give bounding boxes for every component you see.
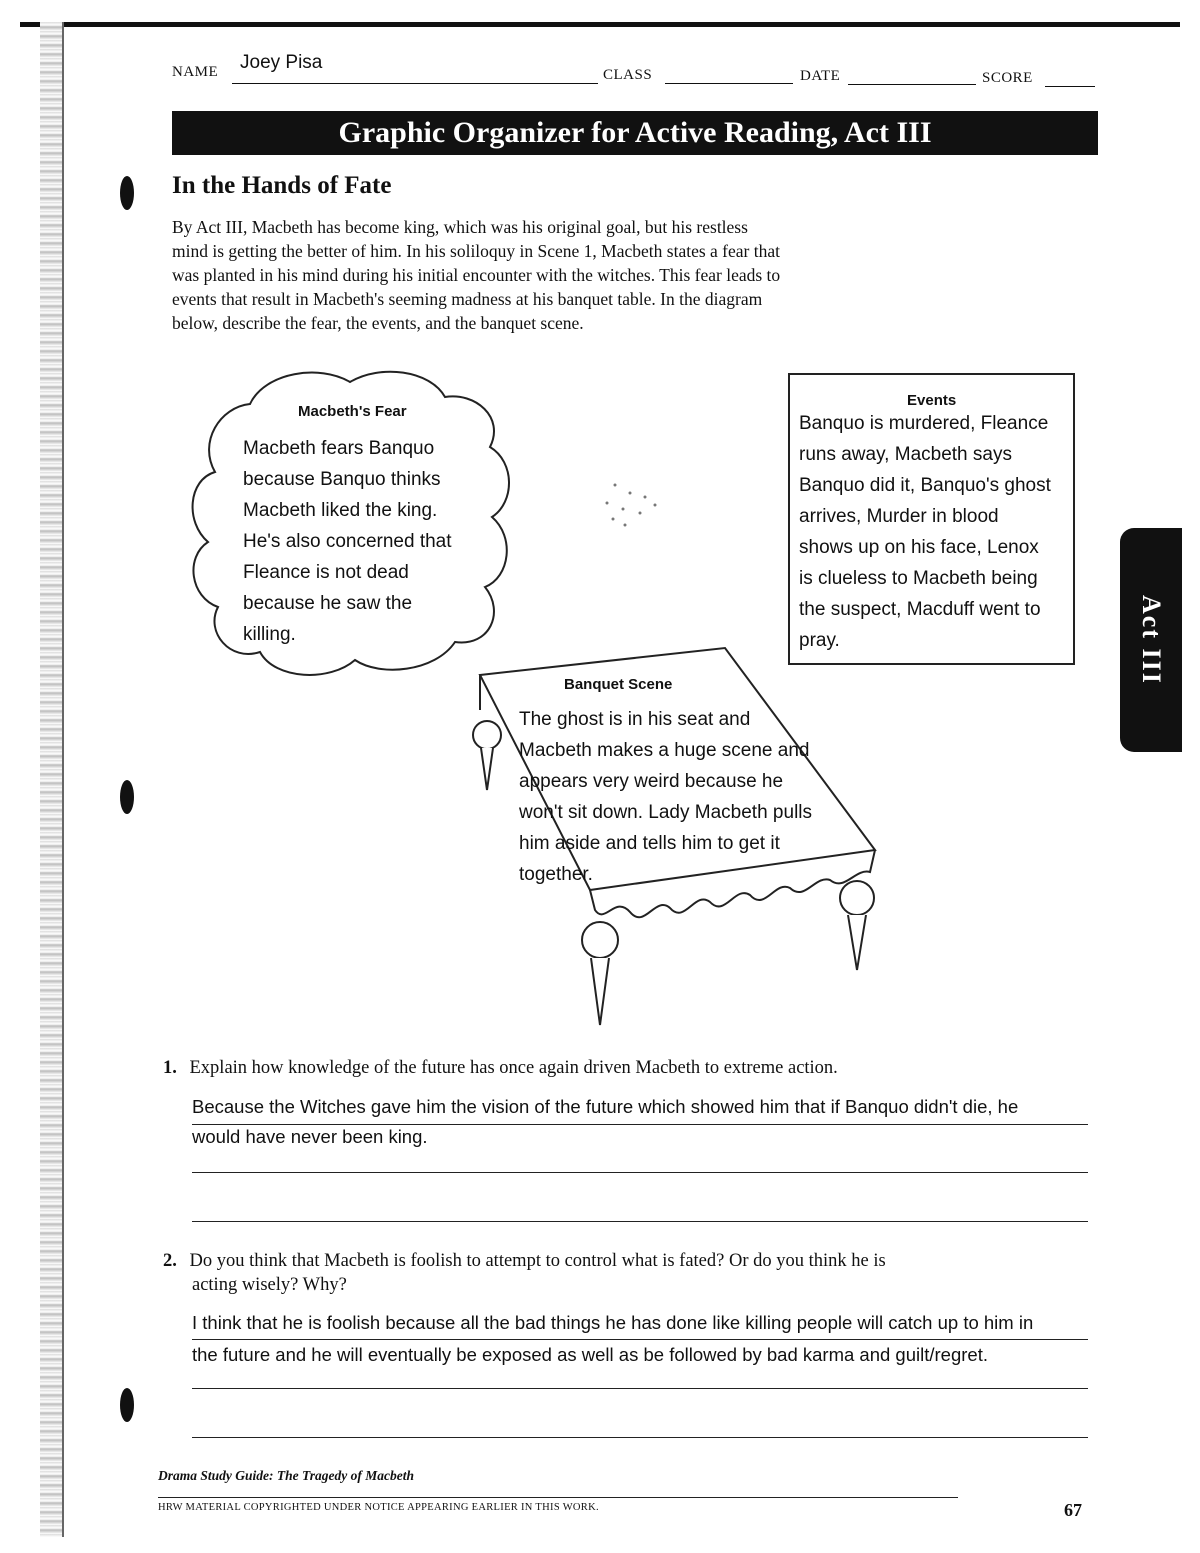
events-line: pray. [799, 630, 840, 651]
class-field[interactable] [665, 82, 793, 84]
answer-2-line-2[interactable]: the future and he will eventually be exposed as well as be followed by bad karma and guilt/regret. [192, 1344, 988, 1365]
answer-rule [192, 1124, 1088, 1125]
banquet-line: Macbeth makes a huge scene and [519, 740, 810, 761]
section-subtitle: In the Hands of Fate [172, 172, 392, 199]
events-line: runs away, Macbeth says [799, 444, 1012, 465]
question-text: acting wisely? Why? [192, 1275, 347, 1295]
intro-line: below, describe the fear, the events, and the banquet scene. [172, 313, 584, 333]
punch-hole [120, 780, 134, 814]
date-field[interactable] [848, 83, 976, 85]
intro-paragraph [172, 215, 962, 335]
intro-line: By Act III, Macbeth has become king, which was his original goal, but his restless [172, 217, 748, 237]
banquet-line: him aside and tells him to get it [519, 833, 780, 854]
page-title: Graphic Organizer for Active Reading, Act III [172, 111, 1098, 155]
name-line [232, 82, 598, 84]
question-text: Explain how knowledge of the future has once again driven Macbeth to extreme action. [189, 1058, 838, 1078]
banquet-label: Banquet Scene [564, 676, 673, 693]
page-number: 67 [1064, 1500, 1082, 1520]
fear-line: Macbeth fears Banquo [243, 438, 435, 459]
fear-line: He's also concerned that [243, 531, 452, 552]
answer-2-line-1[interactable]: I think that he is foolish because all the bad things he has done like killing people will catch up to him in [192, 1312, 1034, 1333]
fear-label: Macbeth's Fear [298, 403, 407, 420]
answer-rule [192, 1388, 1088, 1389]
banquet-answer[interactable] [519, 704, 812, 890]
events-label: Events [907, 392, 957, 409]
question-2 [163, 1249, 886, 1273]
question-text: Do you think that Macbeth is foolish to attempt to control what is fated? Or do you think he is [189, 1251, 886, 1271]
fear-answer[interactable] [243, 433, 452, 650]
answer-rule [192, 1172, 1088, 1173]
class-label: CLASS [603, 67, 653, 83]
events-line: shows up on his face, Lenox [799, 537, 1039, 558]
fear-line: because he saw the [243, 593, 413, 614]
events-answer[interactable] [799, 408, 1051, 656]
events-line: the suspect, Macduff went to [799, 599, 1041, 620]
question-number: 1. [163, 1058, 177, 1078]
answer-rule [192, 1339, 1088, 1340]
score-field[interactable] [1045, 85, 1095, 87]
side-tab-label: Act III [1137, 595, 1166, 685]
sparkle-icon [595, 475, 665, 535]
punch-hole [120, 1388, 134, 1422]
fear-line: killing. [243, 624, 296, 645]
fear-line: Fleance is not dead [243, 562, 409, 583]
banquet-line: won't sit down. Lady Macbeth pulls [519, 802, 813, 823]
intro-line: events that result in Macbeth's seeming madness at his banquet table. In the diagram [172, 289, 763, 309]
fear-line: because Banquo thinks [243, 469, 441, 490]
events-line: arrives, Murder in blood [799, 506, 999, 527]
footer-copyright: HRW MATERIAL COPYRIGHTED UNDER NOTICE APPEARING EARLIER IN THIS WORK. [158, 1502, 599, 1513]
question-number: 2. [163, 1251, 177, 1271]
footer-rule [158, 1497, 958, 1498]
footer-guide-title: Drama Study Guide: The Tragedy of Macbeth [158, 1468, 414, 1483]
intro-line: mind is getting the better of him. In his soliloquy in Scene 1, Macbeth states a fear that [172, 241, 780, 261]
top-rule [20, 22, 1180, 27]
punch-hole [120, 176, 134, 210]
question-1 [163, 1056, 838, 1080]
name-field[interactable]: Joey Pisa [240, 52, 323, 73]
binding-line [62, 22, 64, 1537]
score-label: SCORE [982, 70, 1033, 86]
name-label: NAME [172, 64, 219, 80]
date-label: DATE [800, 68, 841, 84]
fear-line: Macbeth liked the king. [243, 500, 438, 521]
banquet-line: appears very weird because he [519, 771, 784, 792]
banquet-line: The ghost is in his seat and [519, 709, 751, 730]
answer-rule [192, 1221, 1088, 1222]
events-line: Banquo did it, Banquo's ghost [799, 475, 1051, 496]
events-line: is clueless to Macbeth being [799, 568, 1038, 589]
binding-edge [40, 22, 62, 1537]
answer-1-line-2[interactable]: would have never been king. [192, 1126, 428, 1147]
answer-rule [192, 1437, 1088, 1438]
banquet-line: together. [519, 864, 593, 885]
answer-1-line-1[interactable]: Because the Witches gave him the vision of the future which showed him that if Banquo didn't die, he [192, 1096, 1019, 1117]
intro-line: was planted in his mind during his initial encounter with the witches. This fear leads to [172, 265, 781, 285]
events-line: Banquo is murdered, Fleance [799, 413, 1049, 434]
